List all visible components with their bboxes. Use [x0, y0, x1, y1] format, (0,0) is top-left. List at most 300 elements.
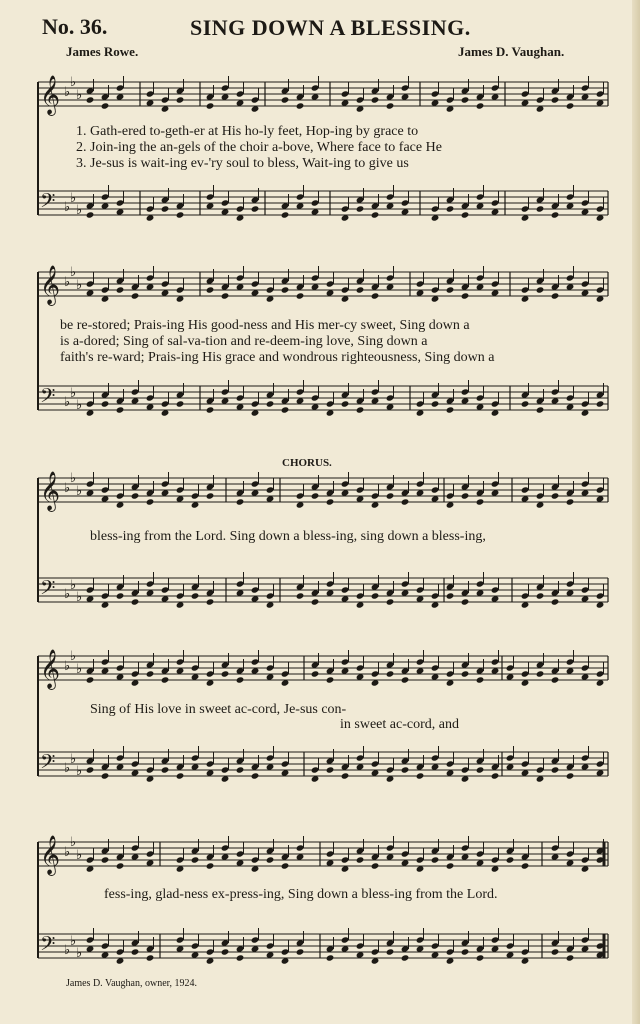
- notehead: [566, 102, 575, 109]
- notehead: [326, 766, 335, 773]
- notehead: [416, 856, 425, 863]
- notehead: [221, 766, 230, 773]
- notehead: [176, 400, 185, 407]
- notehead: [356, 664, 365, 671]
- notehead: [521, 670, 530, 677]
- notehead: [131, 948, 140, 955]
- notehead: [386, 394, 395, 401]
- notehead: [371, 492, 380, 499]
- notehead: [416, 658, 425, 665]
- notehead: [296, 388, 305, 395]
- lyric-line: be re-stored; Prais-ing His good-ness and His mer-cy sweet, Sing down a: [60, 318, 470, 333]
- notehead: [161, 480, 170, 487]
- flat-icon: ♭: [64, 85, 71, 100]
- notehead: [491, 280, 500, 287]
- flat-icon: ♭: [64, 943, 71, 958]
- notehead: [566, 658, 575, 665]
- notehead: [581, 936, 590, 943]
- notehead: [146, 850, 155, 857]
- notehead: [476, 850, 485, 857]
- notehead: [86, 400, 95, 407]
- notehead: [491, 480, 500, 487]
- notehead: [521, 205, 530, 212]
- notehead: [566, 954, 575, 961]
- treble-clef-icon: 𝄞: [40, 835, 61, 875]
- notehead: [371, 96, 380, 103]
- notehead: [206, 948, 215, 955]
- notehead: [311, 492, 320, 499]
- notehead: [476, 954, 485, 961]
- notehead: [521, 90, 530, 97]
- notehead: [386, 948, 395, 955]
- notehead: [176, 936, 185, 943]
- notehead: [176, 486, 185, 493]
- notehead: [266, 664, 275, 671]
- notehead: [251, 480, 260, 487]
- notehead: [266, 754, 275, 761]
- notehead: [431, 90, 440, 97]
- notehead: [236, 766, 245, 773]
- notehead: [581, 400, 590, 407]
- notehead: [296, 948, 305, 955]
- notehead: [176, 658, 185, 665]
- notehead: [446, 286, 455, 293]
- notehead: [581, 856, 590, 863]
- notehead: [296, 292, 305, 299]
- notehead: [206, 862, 215, 869]
- notehead: [251, 280, 260, 287]
- notehead: [581, 84, 590, 91]
- notehead: [521, 286, 530, 293]
- notehead: [431, 592, 440, 599]
- notehead: [221, 844, 230, 851]
- notehead: [221, 948, 230, 955]
- notehead: [86, 766, 95, 773]
- notehead: [146, 580, 155, 587]
- notehead: [536, 406, 545, 413]
- notehead: [86, 96, 95, 103]
- notehead: [176, 856, 185, 863]
- flat-icon: ♭: [70, 752, 77, 767]
- notehead: [461, 766, 470, 773]
- bass-clef-icon: 𝄢: [40, 932, 56, 960]
- notehead: [521, 760, 530, 767]
- notehead: [416, 480, 425, 487]
- notehead: [401, 676, 410, 683]
- notehead: [446, 96, 455, 103]
- notehead: [86, 211, 95, 218]
- notehead: [116, 199, 125, 206]
- notehead: [581, 480, 590, 487]
- notehead: [236, 954, 245, 961]
- lyric-line: fess-ing, glad-ness ex-press-ing, Sing down a bless-ing from the Lord.: [104, 887, 498, 902]
- notehead: [371, 211, 380, 218]
- flat-icon: ♭: [64, 481, 71, 496]
- notehead: [86, 936, 95, 943]
- notehead: [371, 292, 380, 299]
- notehead: [341, 90, 350, 97]
- notehead: [461, 388, 470, 395]
- flat-icon: ♭: [70, 578, 77, 593]
- notehead: [551, 292, 560, 299]
- notehead: [506, 856, 515, 863]
- notehead: [191, 492, 200, 499]
- notehead: [536, 766, 545, 773]
- notehead: [326, 676, 335, 683]
- notehead: [596, 670, 605, 677]
- notehead: [311, 199, 320, 206]
- treble-clef-icon: 𝄞: [40, 265, 61, 305]
- notehead: [356, 96, 365, 103]
- flat-icon: ♭: [64, 200, 71, 215]
- notehead: [146, 670, 155, 677]
- flat-icon: ♭: [70, 191, 77, 206]
- notehead: [476, 766, 485, 773]
- notehead: [251, 856, 260, 863]
- notehead: [536, 670, 545, 677]
- notehead: [356, 205, 365, 212]
- lyric-line: faith's re-ward; Prais-ing His grace and wondrous righteousness, Sing down a: [60, 350, 495, 365]
- notehead: [326, 580, 335, 587]
- notehead: [296, 844, 305, 851]
- notehead: [371, 948, 380, 955]
- notehead: [281, 406, 290, 413]
- notehead: [581, 199, 590, 206]
- notehead: [596, 286, 605, 293]
- lyric-line: 3. Je-sus is wait-ing ev-'ry soul to bless, Wait-ing to give us: [76, 156, 409, 171]
- notehead: [251, 205, 260, 212]
- notehead: [536, 96, 545, 103]
- notehead: [146, 394, 155, 401]
- notehead: [581, 664, 590, 671]
- notehead: [371, 592, 380, 599]
- notehead: [446, 592, 455, 599]
- notehead: [191, 592, 200, 599]
- notehead: [506, 942, 515, 949]
- notehead: [371, 862, 380, 869]
- notehead: [326, 400, 335, 407]
- notehead: [101, 772, 110, 779]
- notehead: [566, 580, 575, 587]
- notehead: [326, 498, 335, 505]
- notehead: [521, 486, 530, 493]
- notehead: [386, 766, 395, 773]
- notehead: [101, 592, 110, 599]
- notehead: [521, 862, 530, 869]
- notehead: [536, 205, 545, 212]
- notehead: [431, 286, 440, 293]
- notehead: [566, 498, 575, 505]
- notehead: [251, 658, 260, 665]
- notehead: [356, 856, 365, 863]
- notehead: [521, 948, 530, 955]
- notehead: [596, 90, 605, 97]
- notehead: [341, 772, 350, 779]
- treble-clef-icon: 𝄞: [40, 471, 61, 511]
- notehead: [431, 942, 440, 949]
- notehead: [296, 492, 305, 499]
- notehead: [176, 772, 185, 779]
- notehead: [491, 199, 500, 206]
- notehead: [476, 676, 485, 683]
- notehead: [566, 193, 575, 200]
- notehead: [86, 856, 95, 863]
- notehead: [86, 280, 95, 287]
- notehead: [251, 400, 260, 407]
- notehead: [266, 856, 275, 863]
- notehead: [446, 862, 455, 869]
- notehead: [461, 598, 470, 605]
- notehead: [236, 274, 245, 281]
- notehead: [416, 586, 425, 593]
- lyric-line: Sing of His love in sweet ac-cord, Je-sus con-: [90, 702, 347, 717]
- notehead: [566, 274, 575, 281]
- notehead: [161, 205, 170, 212]
- notehead: [266, 486, 275, 493]
- notehead: [386, 102, 395, 109]
- notehead: [296, 193, 305, 200]
- notehead: [221, 84, 230, 91]
- notehead: [341, 205, 350, 212]
- chorus-label: CHORUS.: [282, 457, 332, 469]
- notehead: [326, 954, 335, 961]
- notehead: [191, 754, 200, 761]
- notehead: [116, 84, 125, 91]
- notehead: [296, 592, 305, 599]
- notehead: [401, 199, 410, 206]
- lyric-line: in sweet ac-cord, and: [340, 717, 459, 732]
- notehead: [431, 856, 440, 863]
- notehead: [536, 492, 545, 499]
- notehead: [236, 205, 245, 212]
- notehead: [476, 498, 485, 505]
- notehead: [116, 948, 125, 955]
- notehead: [581, 586, 590, 593]
- notehead: [251, 96, 260, 103]
- notehead: [326, 850, 335, 857]
- notehead: [551, 844, 560, 851]
- notehead: [386, 844, 395, 851]
- notehead: [401, 850, 410, 857]
- notehead: [161, 586, 170, 593]
- notehead: [146, 954, 155, 961]
- notehead: [356, 592, 365, 599]
- flat-icon: ♭: [70, 75, 77, 90]
- lyricist-credit: James Rowe.: [66, 44, 139, 59]
- bass-clef-icon: 𝄢: [40, 189, 56, 217]
- notehead: [251, 772, 260, 779]
- flat-icon: ♭: [70, 835, 77, 850]
- notehead: [506, 664, 515, 671]
- notehead: [221, 670, 230, 677]
- notehead: [401, 954, 410, 961]
- notehead: [131, 760, 140, 767]
- flat-icon: ♭: [76, 848, 83, 863]
- notehead: [566, 394, 575, 401]
- notehead: [131, 492, 140, 499]
- notehead: [176, 286, 185, 293]
- notehead: [281, 286, 290, 293]
- notehead: [491, 400, 500, 407]
- notehead: [116, 592, 125, 599]
- flat-icon: ♭: [76, 398, 83, 413]
- notehead: [206, 598, 215, 605]
- notehead: [551, 948, 560, 955]
- notehead: [236, 850, 245, 857]
- notehead: [551, 96, 560, 103]
- lyric-line: 2. Join-ing the an-gels of the choir a-bove, Where face to face He: [76, 140, 442, 155]
- notehead: [236, 90, 245, 97]
- notehead: [236, 394, 245, 401]
- notehead: [491, 84, 500, 91]
- notehead: [86, 480, 95, 487]
- notehead: [266, 942, 275, 949]
- notehead: [431, 486, 440, 493]
- notehead: [101, 102, 110, 109]
- notehead: [521, 400, 530, 407]
- notehead: [476, 193, 485, 200]
- notehead: [341, 400, 350, 407]
- notehead: [176, 96, 185, 103]
- notehead: [356, 406, 365, 413]
- notehead: [491, 772, 500, 779]
- notehead: [431, 400, 440, 407]
- bass-clef-icon: 𝄢: [40, 750, 56, 778]
- notehead: [476, 102, 485, 109]
- notehead: [221, 199, 230, 206]
- notehead: [491, 936, 500, 943]
- notehead: [146, 274, 155, 281]
- flat-icon: ♭: [76, 662, 83, 677]
- notehead: [461, 211, 470, 218]
- notehead: [371, 760, 380, 767]
- treble-clef-icon: 𝄞: [40, 75, 61, 115]
- notehead: [101, 856, 110, 863]
- notehead: [161, 280, 170, 287]
- notehead: [281, 211, 290, 218]
- notehead: [521, 592, 530, 599]
- notehead: [221, 292, 230, 299]
- notehead: [86, 676, 95, 683]
- notehead: [596, 592, 605, 599]
- notehead: [491, 856, 500, 863]
- notehead: [161, 766, 170, 773]
- notehead: [116, 862, 125, 869]
- notehead: [146, 90, 155, 97]
- lyric-line: bless-ing from the Lord. Sing down a bless-ing, sing down a bless-ing,: [90, 529, 486, 544]
- notehead: [146, 205, 155, 212]
- notehead: [161, 96, 170, 103]
- flat-icon: ♭: [76, 88, 83, 103]
- notehead: [326, 280, 335, 287]
- notehead: [281, 862, 290, 869]
- notehead: [581, 754, 590, 761]
- notehead: [281, 948, 290, 955]
- notehead: [341, 936, 350, 943]
- notehead: [551, 211, 560, 218]
- notehead: [356, 486, 365, 493]
- notehead: [206, 193, 215, 200]
- notehead: [311, 766, 320, 773]
- notehead: [206, 760, 215, 767]
- notehead: [401, 580, 410, 587]
- treble-clef-icon: 𝄞: [40, 649, 61, 689]
- notehead: [416, 936, 425, 943]
- notehead: [551, 388, 560, 395]
- notehead: [116, 754, 125, 761]
- notehead: [356, 754, 365, 761]
- notehead: [431, 664, 440, 671]
- notehead: [341, 480, 350, 487]
- copyright-footer: James D. Vaughan, owner, 1924.: [66, 978, 198, 989]
- notehead: [116, 664, 125, 671]
- notehead: [281, 670, 290, 677]
- notehead: [206, 102, 215, 109]
- notehead: [491, 586, 500, 593]
- flat-icon: ♭: [70, 471, 77, 486]
- notehead: [416, 772, 425, 779]
- notehead: [146, 498, 155, 505]
- notehead: [131, 388, 140, 395]
- notehead: [431, 205, 440, 212]
- notehead: [446, 406, 455, 413]
- lyric-line: is a-dored; Sing of sal-va-tion and re-deem-ing love, Sing down a: [60, 334, 428, 349]
- notehead: [551, 766, 560, 773]
- notehead: [266, 286, 275, 293]
- notehead: [551, 598, 560, 605]
- notehead: [176, 592, 185, 599]
- notehead: [416, 280, 425, 287]
- notehead: [296, 102, 305, 109]
- notehead: [131, 598, 140, 605]
- notehead: [341, 286, 350, 293]
- notehead: [386, 598, 395, 605]
- flat-icon: ♭: [76, 484, 83, 499]
- notehead: [206, 286, 215, 293]
- notehead: [101, 286, 110, 293]
- notehead: [251, 586, 260, 593]
- lyric-line: 1. Gath-ered to-geth-er at His ho-ly feet, Hop-ing by grace to: [76, 124, 419, 139]
- flat-icon: ♭: [76, 764, 83, 779]
- flat-icon: ♭: [64, 275, 71, 290]
- notehead: [386, 492, 395, 499]
- flat-icon: ♭: [70, 386, 77, 401]
- notehead: [551, 676, 560, 683]
- notehead: [566, 772, 575, 779]
- notehead: [161, 676, 170, 683]
- notehead: [536, 286, 545, 293]
- notehead: [431, 754, 440, 761]
- notehead: [251, 936, 260, 943]
- notehead: [146, 766, 155, 773]
- flat-icon: ♭: [76, 946, 83, 961]
- notehead: [386, 274, 395, 281]
- notehead: [341, 658, 350, 665]
- notehead: [221, 388, 230, 395]
- notehead: [131, 292, 140, 299]
- notehead: [311, 84, 320, 91]
- notehead: [116, 492, 125, 499]
- notehead: [401, 84, 410, 91]
- notehead: [386, 670, 395, 677]
- notehead: [311, 670, 320, 677]
- notehead: [176, 211, 185, 218]
- notehead: [311, 274, 320, 281]
- notehead: [206, 492, 215, 499]
- notehead: [236, 676, 245, 683]
- flat-icon: ♭: [64, 761, 71, 776]
- notehead: [566, 850, 575, 857]
